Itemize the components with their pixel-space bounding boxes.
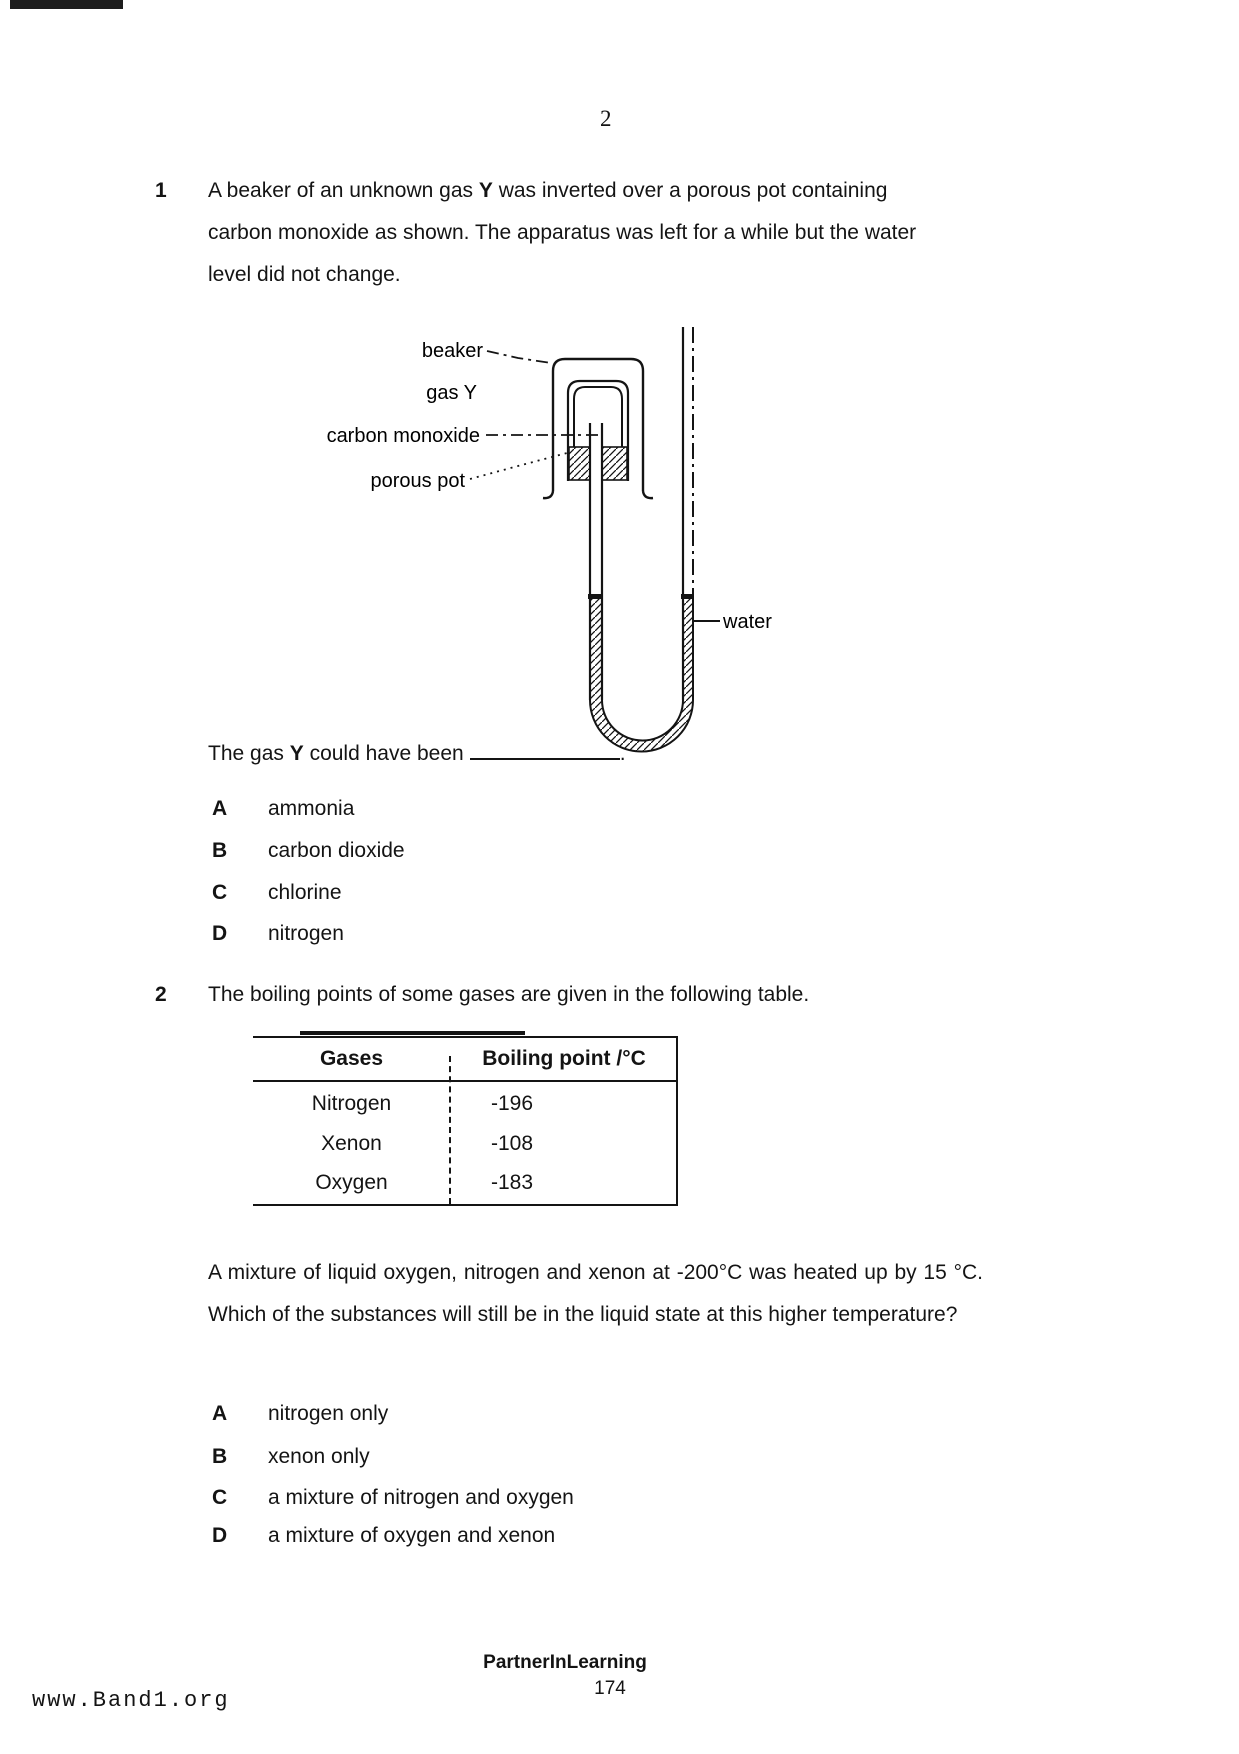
q1-answer-blank — [470, 740, 620, 760]
q2-option-a — [212, 1402, 812, 1426]
q2-option-c — [212, 1486, 812, 1510]
carbon-monoxide-label: carbon monoxide — [326, 425, 480, 447]
table-cell-bp-0: -196 — [490, 1092, 534, 1115]
stopper-right — [602, 447, 627, 480]
q2-option-b — [212, 1445, 812, 1469]
table-bottom-border — [253, 1204, 678, 1206]
water-level-left — [588, 594, 603, 599]
q2-option-a-text: nitrogen only — [268, 1402, 389, 1425]
table-cell-gas-0: Nitrogen — [311, 1092, 392, 1115]
q1-number: 1 — [155, 179, 167, 202]
q2-option-d-letter: D — [212, 1524, 228, 1547]
porous-pot-label: porous pot — [370, 470, 465, 492]
q1-option-b-letter: B — [212, 839, 228, 862]
porous-pot-inner-wall — [574, 387, 622, 447]
q1-option-c-letter: C — [212, 881, 228, 904]
apparatus-diagram — [280, 295, 780, 755]
table-cell-gas-1: Xenon — [321, 1132, 382, 1155]
q1-option-c — [212, 881, 712, 905]
q2-option-c-text: a mixture of nitrogen and oxygen — [268, 1486, 574, 1509]
q1-stem-after: could have been — [303, 742, 464, 765]
page-number: 2 — [600, 106, 612, 131]
beaker-lip-left — [543, 491, 553, 498]
q1-option-d — [212, 922, 712, 946]
q1-option-a-letter: A — [212, 797, 228, 820]
water-hatch — [590, 598, 693, 752]
scan-redaction-bar — [10, 0, 123, 9]
water-level-right — [681, 594, 694, 599]
q1-option-d-letter: D — [212, 922, 228, 945]
q1-text-before: A beaker of an unknown gas — [208, 179, 479, 202]
q2-option-b-letter: B — [212, 1445, 228, 1468]
table-cell-gas-2: Oxygen — [315, 1171, 388, 1194]
water-label: water — [723, 611, 772, 633]
boiling-point-table — [253, 1036, 678, 1206]
table-top-border — [253, 1036, 678, 1038]
gas-y-label: gas Y — [426, 382, 477, 404]
q2-option-d — [212, 1524, 812, 1548]
q1-stem-emphasis: Y — [289, 742, 304, 765]
table-top-thick-segment — [300, 1031, 525, 1035]
q1-option-b-text: carbon dioxide — [268, 839, 405, 862]
q1-stem-period: . — [619, 742, 626, 765]
q1-option-c-text: chlorine — [268, 881, 342, 904]
q2-intro: The boiling points of some gases are given in the following table. — [208, 983, 810, 1006]
table-header-gases: Gases — [319, 1047, 384, 1070]
q2-body: A mixture of liquid oxygen, nitrogen and xenon at -200°C was heated up by 15 °C. Which of the substances will still be in the liquid state at this higher temperature? — [208, 1261, 983, 1326]
q2-option-c-letter: C — [212, 1486, 228, 1509]
q1-option-b — [212, 839, 712, 863]
q1-option-d-text: nitrogen — [268, 922, 344, 945]
q1-option-a-text: ammonia — [268, 797, 355, 820]
q2-option-b-text: xenon only — [268, 1445, 370, 1468]
q2-number: 2 — [155, 983, 167, 1006]
q2-option-a-letter: A — [212, 1402, 228, 1425]
q1-stem-before: The gas — [208, 742, 290, 765]
footer-site: www.Band1.org — [32, 1688, 230, 1713]
footer-brand: PartnerInLearning — [483, 1652, 647, 1673]
beaker-outline — [553, 359, 643, 491]
table-cell-bp-1: -108 — [490, 1132, 534, 1155]
stopper-left — [569, 447, 590, 480]
q1-text-after: was inverted over a porous pot containing carbon monoxide as shown. The apparatus was left for a while but the water level did not change. — [208, 179, 917, 286]
table-cell-bp-2: -183 — [490, 1171, 534, 1194]
table-header-boiling-point: Boiling point /°C — [482, 1047, 646, 1070]
beaker-lip-right — [643, 491, 653, 498]
footer-page-ref: 174 — [594, 1678, 626, 1699]
beaker-leader-line — [487, 351, 551, 363]
q1-option-a — [212, 797, 712, 821]
q1-text — [208, 170, 953, 296]
beaker-label: beaker — [421, 340, 483, 362]
q1-text-emphasis: Y — [478, 179, 493, 202]
table-header-underline — [253, 1080, 678, 1082]
q2-option-d-text: a mixture of oxygen and xenon — [268, 1524, 556, 1547]
q1-stem — [208, 740, 626, 766]
